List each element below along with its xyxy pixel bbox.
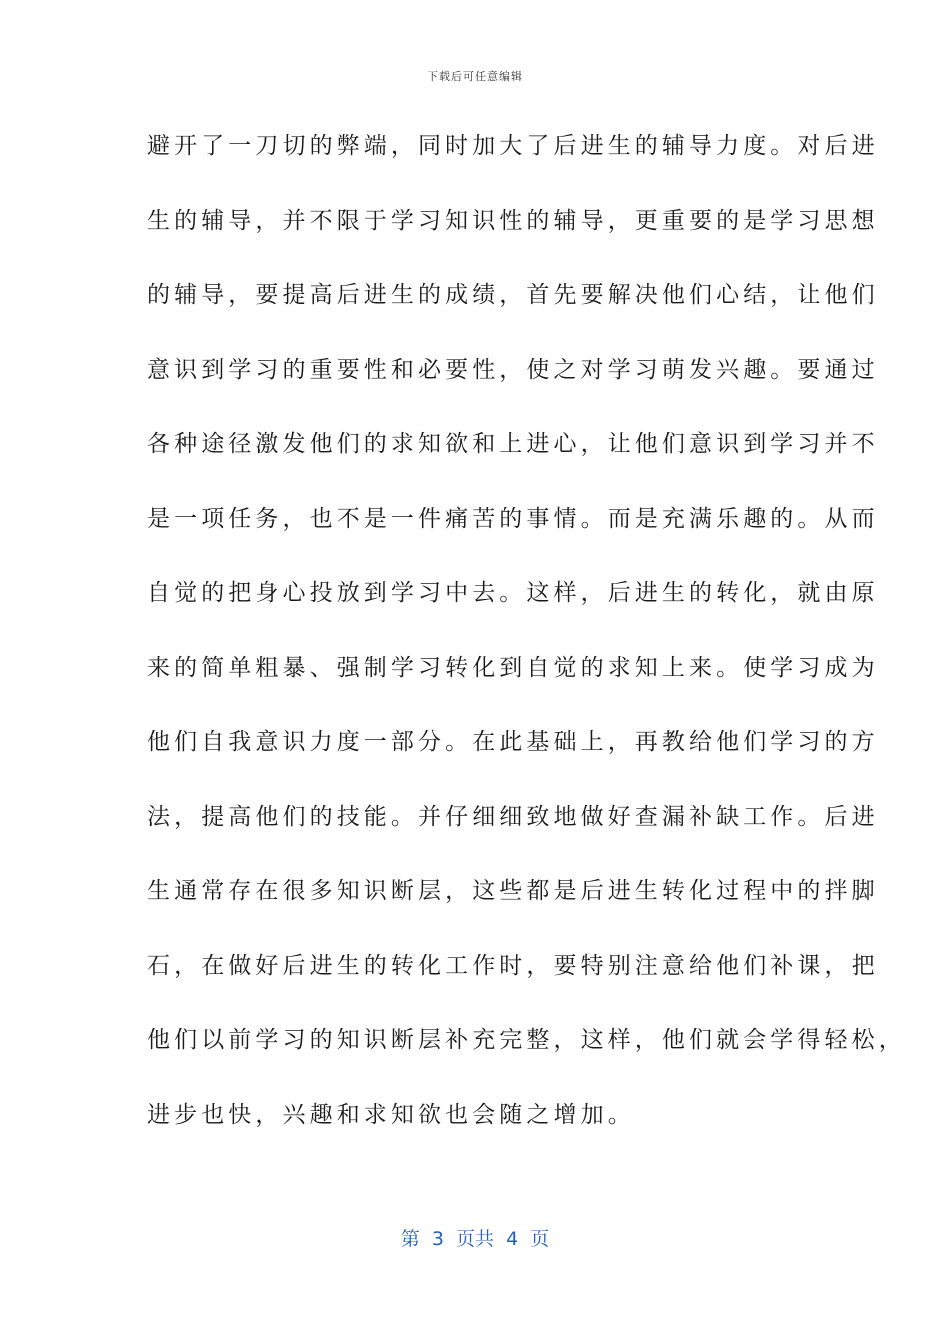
text-line: 各种途径激发他们的求知欲和上进心，让他们意识到学习并不 — [147, 431, 879, 457]
header-note: 下载后可任意编辑 — [427, 70, 523, 83]
text-line: 生通常存在很多知识断层，这些都是后进生转化过程中的拌脚 — [147, 878, 879, 904]
text-line: 是一项任务，也不是一件痛苦的事情。而是充满乐趣的。从而 — [147, 505, 879, 532]
text-line: 的辅导，要提高后进生的成绩，首先要解决他们心结，让他们 — [147, 282, 879, 308]
text-line: 石，在做好后进生的转化工作时，要特别注意给他们补课，把 — [147, 952, 879, 979]
text-line: 生的辅导，并不限于学习知识性的辅导，更重要的是学习思想 — [147, 207, 879, 234]
text-line: 进步也快，兴趣和求知欲也会随之增加。 — [147, 1101, 635, 1128]
text-line: 法，提高他们的技能。并仔细细致地做好查漏补缺工作。后进 — [147, 803, 879, 830]
text-line: 来的简单粗暴、强制学习转化到自觉的求知上来。使学习成为 — [147, 654, 879, 681]
body-paragraph — [147, 124, 906, 1167]
text-line: 避开了一刀切的弊端，同时加大了后进生的辅导力度。对后进 — [147, 133, 879, 159]
text-line: 他们以前学习的知识断层补充完整，这样，他们就会学得轻松， — [147, 1027, 906, 1053]
page-number-footer: 第 3 页共 4 页 — [400, 1228, 550, 1250]
text-line: 意识到学习的重要性和必要性，使之对学习萌发兴趣。要通过 — [147, 356, 879, 383]
text-line: 自觉的把身心投放到学习中去。这样，后进生的转化，就由原 — [147, 580, 879, 606]
text-line: 他们自我意识力度一部分。在此基础上，再教给他们学习的方 — [147, 729, 879, 755]
